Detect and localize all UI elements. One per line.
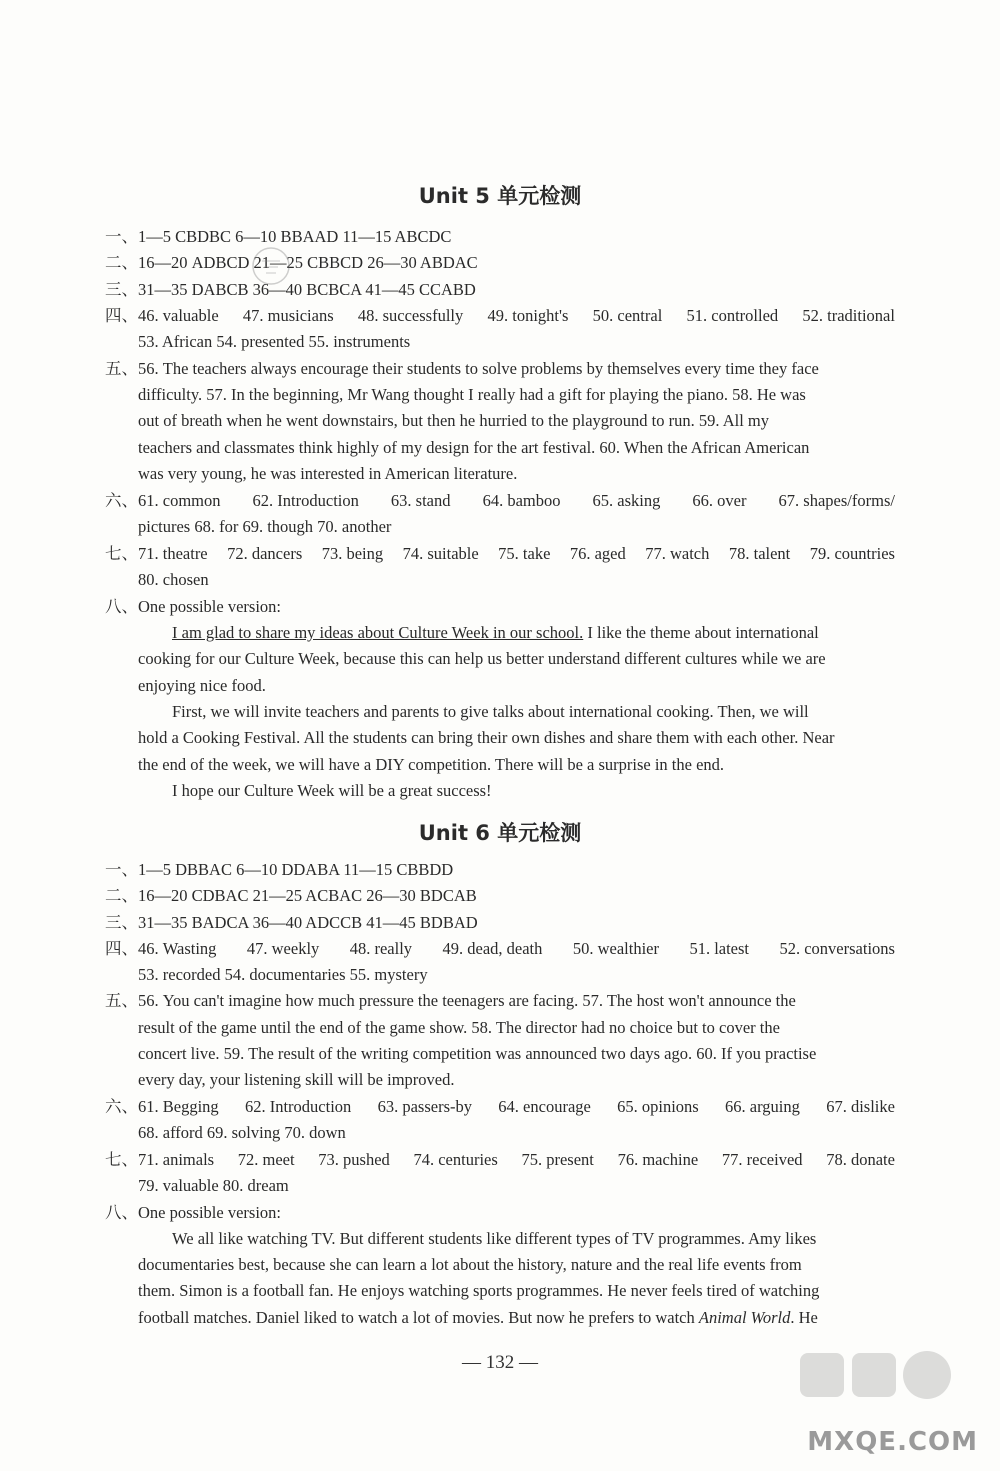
unit6-essay-line4: football matches. Daniel liked to watch a lot of movies. But now he prefers to watch Animal World. He	[138, 1308, 818, 1327]
essay-topic-sentence: I am glad to share my ideas about Culture Week in our school.	[172, 623, 584, 642]
unit5-essay-line5: hold a Cooking Festival. All the students can bring their own dishes and share them with each other. Near	[138, 728, 835, 747]
unit6-section-2: 二、16—20 CDBAC 21—25 ACBAC 26—30 BDCAB	[105, 886, 477, 905]
unit5-section-4-line2: 53. African 54. presented 55. instruments	[138, 332, 411, 351]
unit5-section-5-line3: out of breath when he went downstairs, but then he hurried to the playground to run. 59. All my	[138, 411, 770, 430]
unit5-essay-line3: enjoying nice food.	[138, 676, 266, 695]
unit6-section-5-line2: result of the game until the end of the game show. 58. The director had no choice but to cover the	[138, 1018, 780, 1037]
unit6-section-7-line1: 七、71. animals 72. meet 73. pushed 74. centuries 75. present 76. machine 77. received 78. donate	[105, 1150, 895, 1169]
unit5-section-3: 三、31—35 DABCB 36—40 BCBCA 41—45 CCABD	[105, 280, 476, 299]
program-title: Animal World	[698, 1308, 791, 1327]
unit6-section-4-line1: 四、46. Wasting 47. weekly 48. really 49. dead, death 50. wealthier 51. latest 52. conversations	[105, 939, 895, 958]
unit6-section-1: 一、1—5 DBBAC 6—10 DDABA 11—15 CBBDD	[105, 860, 454, 879]
unit5-section-5-line2: difficulty. 57. In the beginning, Mr Wang thought I really had a gift for playing the piano. 58. He was	[138, 385, 806, 404]
unit5-section-6-line2: pictures 68. for 69. though 70. another	[138, 517, 392, 536]
unit5-title: Unit 5 单元检测	[418, 184, 582, 208]
unit5-essay-line1: I am glad to share my ideas about Culture Week in our school. I like the theme about international	[172, 623, 819, 642]
unit5-section-1: 一、1—5 CBDBC 6—10 BBAAD 11—15 ABCDC	[105, 227, 452, 246]
watermark-text: MXQE.COM	[807, 1427, 978, 1457]
unit6-section-3: 三、31—35 BADCA 36—40 ADCCB 41—45 BDBAD	[105, 913, 478, 932]
unit6-essay-line2: documentaries best, because she can learn a lot about the history, nature and the real life events from	[138, 1255, 802, 1274]
unit6-section-5-line1: 五、56. You can't imagine how much pressure the teenagers are facing. 57. The host won't announce the	[105, 991, 796, 1010]
unit6-title: Unit 6 单元检测	[418, 821, 582, 845]
unit5-essay-line2: cooking for our Culture Week, because this can help us better understand different cultures while we are	[138, 649, 826, 668]
unit6-section-8-intro: 八、One possible version:	[105, 1203, 281, 1222]
unit5-section-8-intro: 八、One possible version:	[105, 597, 281, 616]
unit6-section-7-line2: 79. valuable 80. dream	[138, 1176, 289, 1195]
unit5-section-5-line4: teachers and classmates think highly of my design for the art festival. 60. When the African American	[138, 438, 810, 457]
page-number: — 132 —	[462, 1352, 538, 1373]
unit6-section-5-line3: concert live. 59. The result of the writing competition was announced two days ago. 60. If you practise	[138, 1044, 817, 1063]
unit5-section-2: 二、16—20 ADBCD 21—25 CBBCD 26—30 ABDAC	[105, 253, 478, 272]
unit6-essay-line1: We all like watching TV. But different students like different types of TV programmes. Amy likes	[172, 1229, 817, 1248]
stamp-mark-icon	[248, 243, 294, 289]
unit6-section-6-line1: 六、61. Begging 62. Introduction 63. passers-by 64. encourage 65. opinions 66. arguing 67. dislike	[105, 1097, 895, 1116]
unit5-section-6-line1: 六、61. common 62. Introduction 63. stand 64. bamboo 65. asking 66. over 67. shapes/forms/	[105, 491, 895, 510]
unit6-section-5-line4: every day, your listening skill will be improved.	[138, 1070, 455, 1089]
unit5-essay-line6: the end of the week, we will have a DIY competition. There will be a surprise in the end.	[138, 755, 725, 774]
unit6-essay-line3: them. Simon is a football fan. He enjoys watching sports programmes. He never feels tired of watching	[138, 1281, 820, 1300]
unit5-section-4-line1: 四、46. valuable 47. musicians 48. successfully 49. tonight's 50. central 51. controlled 52. traditional	[105, 306, 895, 325]
unit5-section-5-line1: 五、56. The teachers always encourage their students to solve problems by themselves every time they face	[105, 359, 819, 378]
unit5-essay-line7: I hope our Culture Week will be a great success!	[172, 781, 492, 800]
unit5-section-7-line2: 80. chosen	[138, 570, 209, 589]
unit6-section-6-line2: 68. afford 69. solving 70. down	[138, 1123, 346, 1142]
unit5-section-7-line1: 七、71. theatre 72. dancers 73. being 74. suitable 75. take 76. aged 77. watch 78. talent 79. countries	[105, 544, 895, 563]
unit5-essay-line4: First, we will invite teachers and parents to give talks about international cooking. Then, we will	[172, 702, 809, 721]
unit6-section-4-line2: 53. recorded 54. documentaries 55. mystery	[138, 965, 428, 984]
unit5-section-5-line5: was very young, he was interested in American literature.	[138, 464, 518, 483]
